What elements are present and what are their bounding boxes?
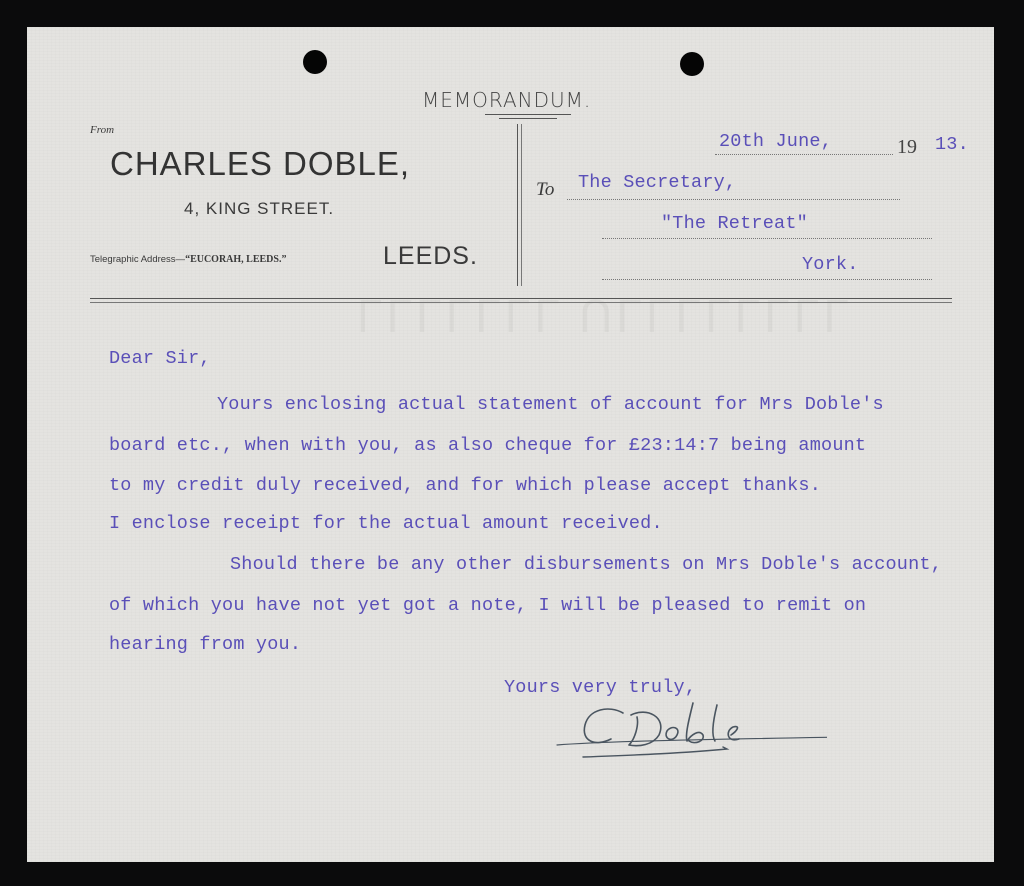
body-line: Should there be any other disbursements on Mrs Doble's account, (230, 554, 943, 575)
header-rule (90, 298, 952, 299)
date-dotted-line (715, 154, 893, 155)
to-label: To (536, 179, 555, 200)
sender-city: LEEDS. (383, 242, 478, 270)
title-underline-short (499, 118, 557, 119)
sender-name: CHARLES DOBLE, (110, 145, 411, 182)
body-line: I enclose receipt for the actual amount received. (109, 513, 663, 534)
recipient-line-1 (567, 199, 900, 200)
recipient-line-text-1: The Secretary, (578, 172, 737, 193)
body-line: board etc., when with you, as also cheque for £23:14:7 being amount (109, 435, 867, 456)
column-divider (517, 124, 518, 286)
telegraphic-address (90, 254, 286, 265)
body-line: of which you have not yet got a note, I will be pleased to remit on (109, 595, 867, 616)
title-underline (485, 114, 571, 115)
column-divider-inner (521, 124, 522, 286)
punch-hole-right (680, 52, 704, 76)
body-line: hearing from you. (109, 634, 302, 655)
bleed-through-shadow: LLLLLLL ULLLLLLLL (357, 290, 854, 342)
punch-hole-left (303, 50, 327, 74)
salutation: Dear Sir, (109, 348, 211, 369)
from-label: From (90, 124, 115, 136)
memo-year-suffix: 13. (935, 134, 969, 155)
body-line: Yours enclosing actual statement of account for Mrs Doble's (217, 394, 884, 415)
memorandum-sheet (27, 27, 994, 862)
memo-date: 20th June, (719, 131, 833, 152)
recipient-line-3 (602, 279, 932, 280)
telegraphic-prefix: Telegraphic Address— (90, 254, 186, 265)
header-rule-lower (90, 302, 952, 303)
recipient-line-text-3: York. (802, 254, 859, 275)
memo-title: MEMORANDUM. (422, 88, 592, 112)
recipient-line-text-2: "The Retreat" (661, 213, 808, 234)
sender-street: 4, KING STREET. (184, 199, 335, 218)
signature-drawing (527, 695, 827, 775)
body-line: to my credit duly received, and for which please accept thanks. (109, 475, 822, 496)
telegraphic-code: “EUCORAH, LEEDS.” (185, 254, 287, 265)
closing: Yours very truly, (504, 677, 697, 698)
recipient-line-2 (602, 238, 932, 239)
signature (527, 695, 827, 775)
year-prefix: 19 (897, 136, 917, 158)
